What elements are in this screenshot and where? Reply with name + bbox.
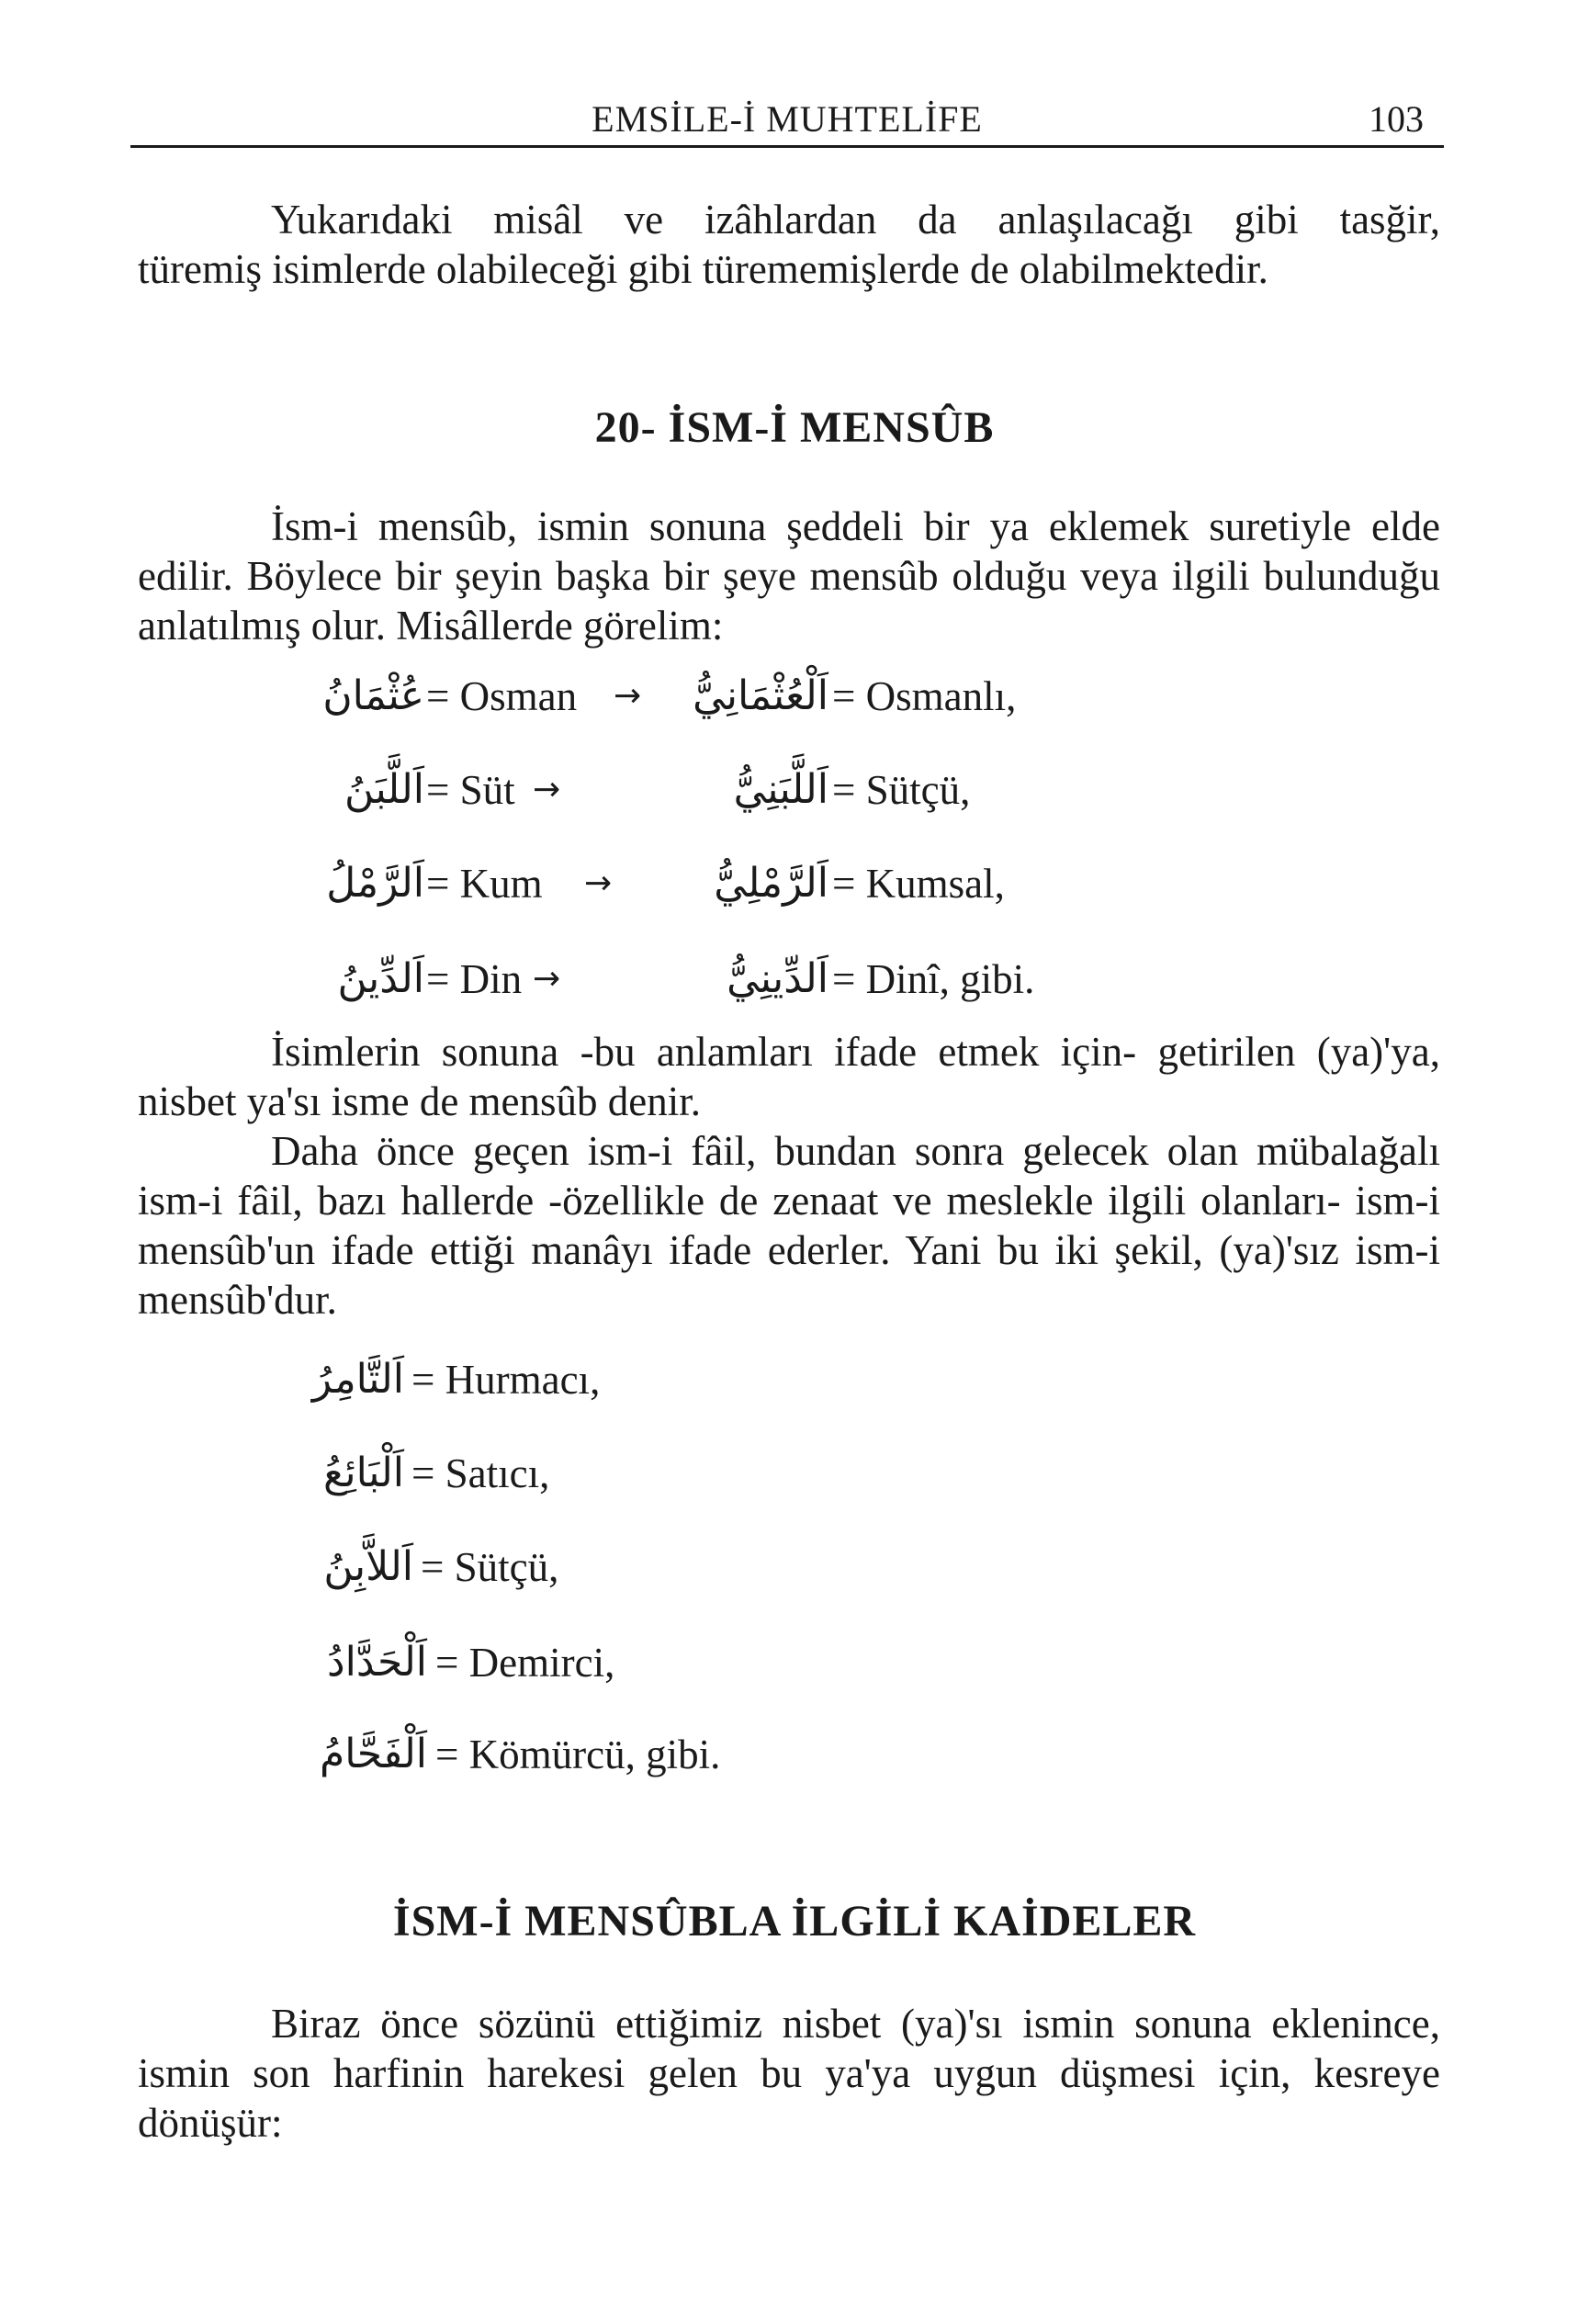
arabic-word: اَلْحَدَّادُ [327, 1639, 427, 1686]
arabic-word: اَلْبَائِعُ [323, 1450, 404, 1496]
arabic-word: اَلدِّينُ [337, 955, 424, 1002]
example-meaning: = Hurmacı, [411, 1357, 601, 1403]
mensub-definition-paragraph [138, 502, 1440, 650]
arabic-word: اَلْفَحَّامُ [320, 1731, 427, 1777]
example-meaning: = Din [426, 956, 523, 1002]
arabic-word: اَللَّبَنُ [344, 766, 424, 813]
arrow-icon: → [533, 771, 561, 808]
arabic-word: اَللاَّبِنُ [323, 1543, 413, 1590]
intro-paragraph [138, 195, 1440, 294]
example-row [0, 856, 1589, 930]
example-meaning: = Süt [426, 767, 515, 813]
arabic-word: اَللَّبَنِيُّ [733, 766, 828, 813]
arrow-icon: → [533, 960, 561, 998]
example-row [0, 1352, 1589, 1426]
nisbet-text: İsimlerin sonuna -bu anlamları ifade etmek için- getirilen (ya)'ya, nisbet ya'sı isme de mensûb denir. [138, 1029, 1440, 1124]
page-number: 103 [1369, 98, 1424, 140]
example-meaning: = Kumsal, [832, 861, 1005, 907]
example-meaning: = Sütçü, [421, 1544, 559, 1590]
example-meaning: = Osman [426, 673, 578, 719]
example-row [0, 669, 1589, 742]
example-meaning: = Kömürcü, gibi. [435, 1732, 721, 1777]
arabic-word: اَلتَّامِرُ [311, 1356, 404, 1403]
running-header-title: EMSİLE-İ MUHTELİFE [592, 98, 983, 140]
ism-i-fail-paragraph [138, 1126, 1440, 1325]
arabic-word: اَلْعُثْمَانِيُّ [693, 672, 828, 719]
ism-i-fail-text: Daha önce geçen ism-i fâil, bundan sonra gelecek olan mübalağalı ism-i fâil, bazı hallerde -özellikle de zenaat ve meslekle ilgili olanları- ism-i mensûb'un ifade ettiği manâyı ifade ederler. Yani bu iki şekil, (ya)'sız ism-i mensûb'dur. [138, 1128, 1440, 1323]
arabic-word: عُثْمَانُ [322, 672, 424, 719]
example-row [0, 1446, 1589, 1519]
arrow-icon: → [584, 864, 613, 902]
example-meaning: = Kum [426, 861, 543, 907]
example-meaning: = Satıcı, [411, 1450, 550, 1496]
arabic-word: اَلرَّمْلُ [326, 860, 424, 907]
nisbet-paragraph [138, 1027, 1440, 1126]
example-row [0, 1727, 1589, 1800]
intro-line-2: türemiş isimlerde olabileceği gibi türememişlerde de olabilmektedir. [138, 246, 1268, 292]
section-heading-ism-i-mensub: 20- İSM-İ MENSÛB [594, 403, 995, 452]
kaide-text: Biraz önce sözünü ettiğimiz nisbet (ya)'sı ismin sonuna eklenince, ismin son harfinin harekesi gelen bu ya'ya uygun düşmesi için, kesreye dönüşür: [138, 2001, 1440, 2146]
mensub-definition-text: İsm-i mensûb, ismin sonuna şeddeli bir ya eklemek suretiyle elde edilir. Böylece bir şeyin başka bir şeye mensûb olduğu veya ilgili bulunduğu anlatılmış olur. Misâllerde görelim: [138, 503, 1440, 649]
intro-line-1: Yukarıdaki misâl ve izâhlardan da anlaşılacağı gibi tasğir, [271, 197, 1440, 243]
running-header [130, 92, 1444, 148]
example-meaning: = Demirci, [435, 1640, 615, 1686]
arabic-word: اَلرَّمْلِيُّ [714, 860, 828, 907]
section-heading-kaideler: İSM-İ MENSÛBLA İLGİLİ KAİDELER [392, 1897, 1197, 1946]
arabic-word: اَلدِّينِيُّ [727, 955, 828, 1002]
kaide-paragraph [138, 1999, 1440, 2148]
example-meaning: = Osmanlı, [832, 673, 1017, 719]
example-row [0, 1635, 1589, 1709]
example-row [0, 1540, 1589, 1613]
arrow-icon: → [614, 677, 642, 715]
example-row [0, 762, 1589, 836]
example-meaning: = Sütçü, [832, 767, 971, 813]
example-meaning: = Dinî, gibi. [832, 956, 1035, 1002]
example-row [0, 952, 1589, 1025]
